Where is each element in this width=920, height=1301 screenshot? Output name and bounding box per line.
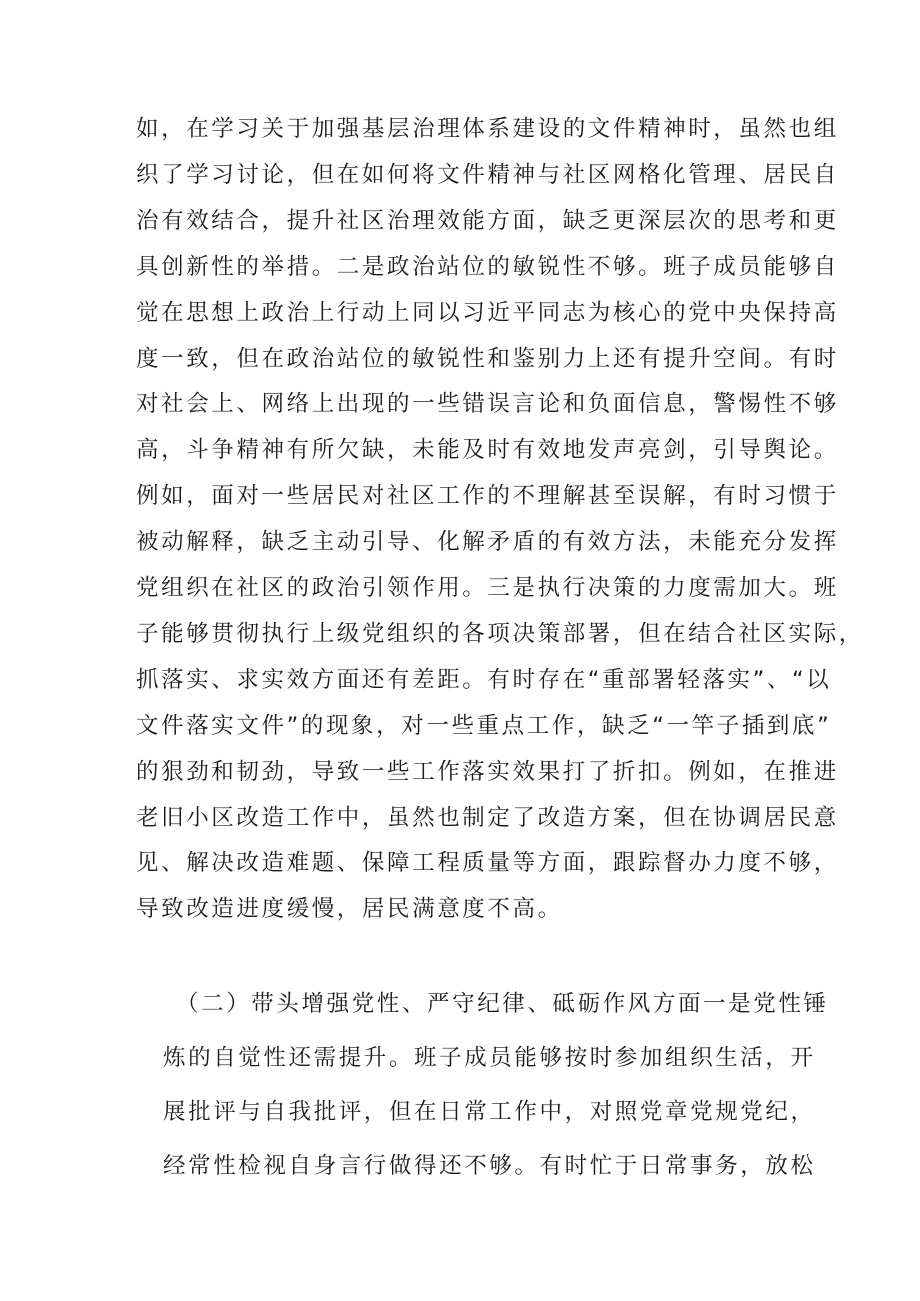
- text-line: 经常性检视自身言行做得还不够。有时忙于日常事务，放松: [163, 1153, 816, 1179]
- text-line: 具创新性的举措。二是政治站位的敏锐性不够。班子成员能够自: [136, 253, 839, 280]
- text-line: 抓落实、求实效方面还有差距。有时存在“重部署轻落实”、“以: [136, 666, 832, 693]
- text-line: 如，在学习关于加强基层治理体系建设的文件精神时，虽然也组: [136, 116, 839, 142]
- text-line: 度一致，但在政治站位的敏锐性和鉴别力上还有提升空间。有时: [136, 345, 839, 372]
- text-line: 文件落实文件”的现象，对一些重点工作，缺乏“一竿子插到底”: [136, 712, 832, 739]
- text-line: 觉在思想上政治上行动上同以习近平同志为核心的党中央保持高: [136, 299, 839, 326]
- text-line: 展批评与自我批评，但在日常工作中，对照党章党规党纪，: [163, 1099, 816, 1125]
- text-line: 子能够贯彻执行上级党组织的各项决策部署，但在结合社区实际，: [136, 620, 864, 647]
- text-line: 党组织在社区的政治引领作用。三是执行决策的力度需加大。班: [136, 575, 839, 601]
- text-line: 高，斗争精神有所欠缺，未能及时有效地发声亮剑，引导舆论。: [136, 437, 839, 464]
- text-line: 被动解释，缺乏主动引导、化解矛盾的有效方法，未能充分发挥: [136, 529, 839, 556]
- text-line: 对社会上、网络上出现的一些错误言论和负面信息，警惕性不够: [136, 391, 839, 418]
- text-line: 的狠劲和韧劲，导致一些工作落实效果打了折扣。例如，在推进: [136, 758, 839, 785]
- text-line: 织了学习讨论，但在如何将文件精神与社区网格化管理、居民自: [136, 161, 839, 188]
- text-line: 导致改造进度缓慢，居民满意度不高。: [136, 896, 563, 923]
- text-line: 见、解决改造难题、保障工程质量等方面，跟踪督办力度不够，: [136, 850, 839, 877]
- section-heading-line: （二）带头增强党性、严守纪律、砥砺作风方面一是党性锤: [176, 991, 829, 1017]
- text-line: 治有效结合，提升社区治理效能方面，缺乏更深层次的思考和更: [136, 207, 839, 234]
- text-line: 老旧小区改造工作中，虽然也制定了改造方案，但在协调居民意: [136, 804, 839, 831]
- text-line: 炼的自觉性还需提升。班子成员能够按时参加组织生活，开: [163, 1045, 816, 1071]
- text-line: 例如，面对一些居民对社区工作的不理解甚至误解，有时习惯于: [136, 483, 839, 510]
